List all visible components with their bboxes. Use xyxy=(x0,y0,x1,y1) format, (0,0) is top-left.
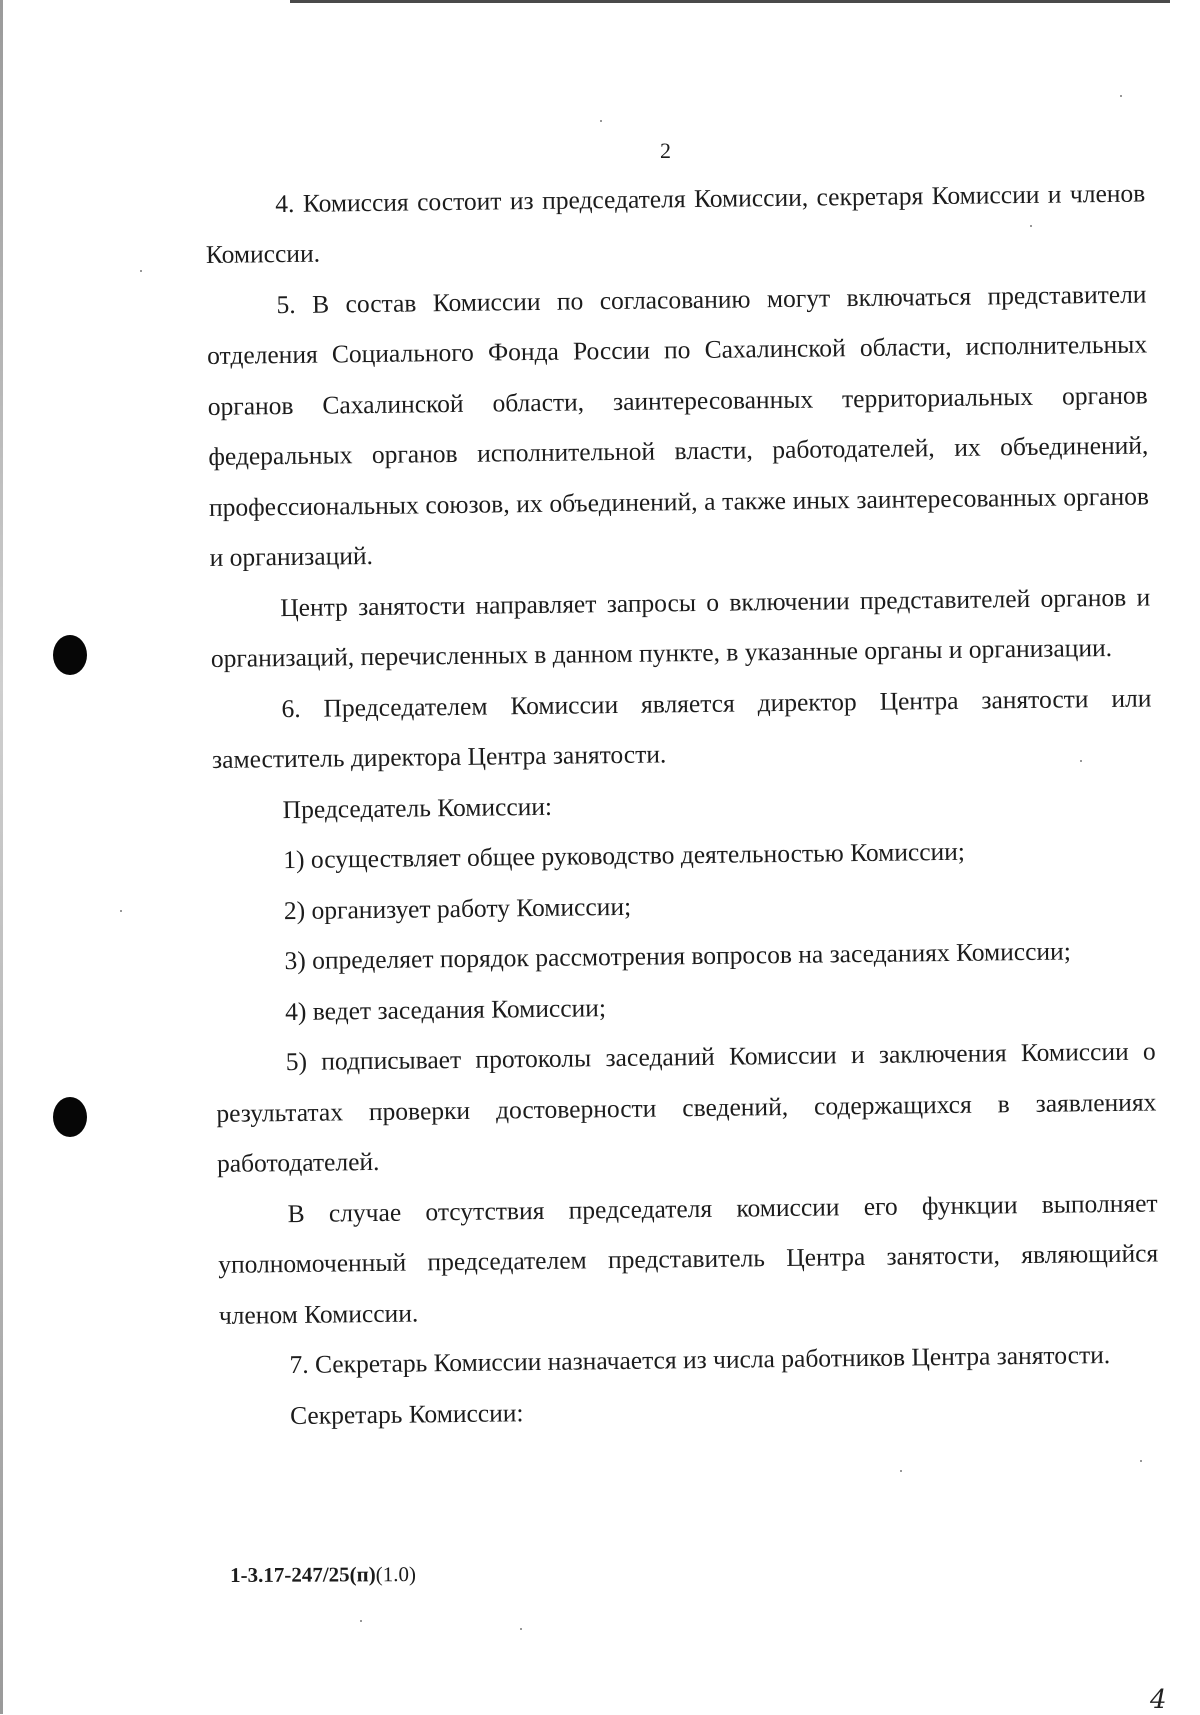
body-paragraph: 5) подписывает протоколы заседаний Комиссии и заключения Комиссии о результатах проверки достоверности сведений, содержащихся в заявлениях работодателей. xyxy=(216,1036,1157,1179)
body-paragraph: 1) осуществляет общее руководство деятельностью Комиссии; xyxy=(283,837,966,875)
body-paragraph: 4) ведет заседания Комиссии; xyxy=(284,992,607,1026)
page-number: 2 xyxy=(660,138,671,163)
scan-speck xyxy=(360,1620,362,1622)
document-code-version: (1.0) xyxy=(375,1562,417,1587)
scan-speck xyxy=(140,270,142,272)
document-code xyxy=(230,1562,416,1588)
document-body xyxy=(205,169,1160,1442)
scan-speck xyxy=(1140,1460,1142,1462)
scan-speck xyxy=(1120,95,1122,97)
left-scan-edge xyxy=(0,0,3,1714)
body-paragraph: 3) определяет порядок рассмотрения вопросов на заседаниях Комиссии; xyxy=(284,936,1072,976)
body-paragraph: Секретарь Комиссии: xyxy=(289,1397,524,1430)
handwritten-page-mark: 4 xyxy=(1150,1685,1167,1715)
punch-hole xyxy=(53,1097,87,1137)
body-paragraph: Центр занятости направляет запросы о включении представителей органов и организаций, перечисленных в данном пункте, в указанные органы и организации. xyxy=(210,582,1151,674)
top-edge-line xyxy=(290,0,1170,3)
body-paragraph: 6. Председателем Комиссии является директор Центра занятости или заместитель директора Центра занятости. xyxy=(211,683,1152,775)
scan-speck xyxy=(120,910,122,912)
body-paragraph: 5. В состав Комиссии по согласованию могут включаться представители отделения Социального Фонда России по Сахалинской области, исполнительных органов Сахалинской области, заинтересованных территориальных органов федеральных органов исполнительной власти, работодателей, их объединений, профессиональных союзов, их объединений, а также иных заинтересованных органов и организаций. xyxy=(206,279,1150,573)
body-paragraph: В случае отсутствия председателя комиссии его функции выполняет уполномоченный председателем представитель Центра занятости, являющийся членом Комиссии. xyxy=(218,1188,1159,1330)
scan-speck xyxy=(520,1628,522,1630)
body-paragraph: 4. Комиссия состоит из председателя Комиссии, секретаря Комиссии и членов Комиссии. xyxy=(205,178,1146,270)
punch-hole xyxy=(53,635,87,675)
scan-speck xyxy=(1080,760,1082,762)
scan-speck xyxy=(1030,225,1032,227)
scan-speck xyxy=(900,1470,902,1472)
body-paragraph: 7. Секретарь Комиссии назначается из числа работников Центра занятости. xyxy=(289,1340,1111,1380)
body-paragraph: Председатель Комиссии: xyxy=(282,791,553,824)
scan-speck xyxy=(600,120,602,122)
document-code-main: 1-3.17-247/25(п) xyxy=(230,1562,376,1587)
body-paragraph: 2) организует работу Комиссии; xyxy=(283,891,632,925)
